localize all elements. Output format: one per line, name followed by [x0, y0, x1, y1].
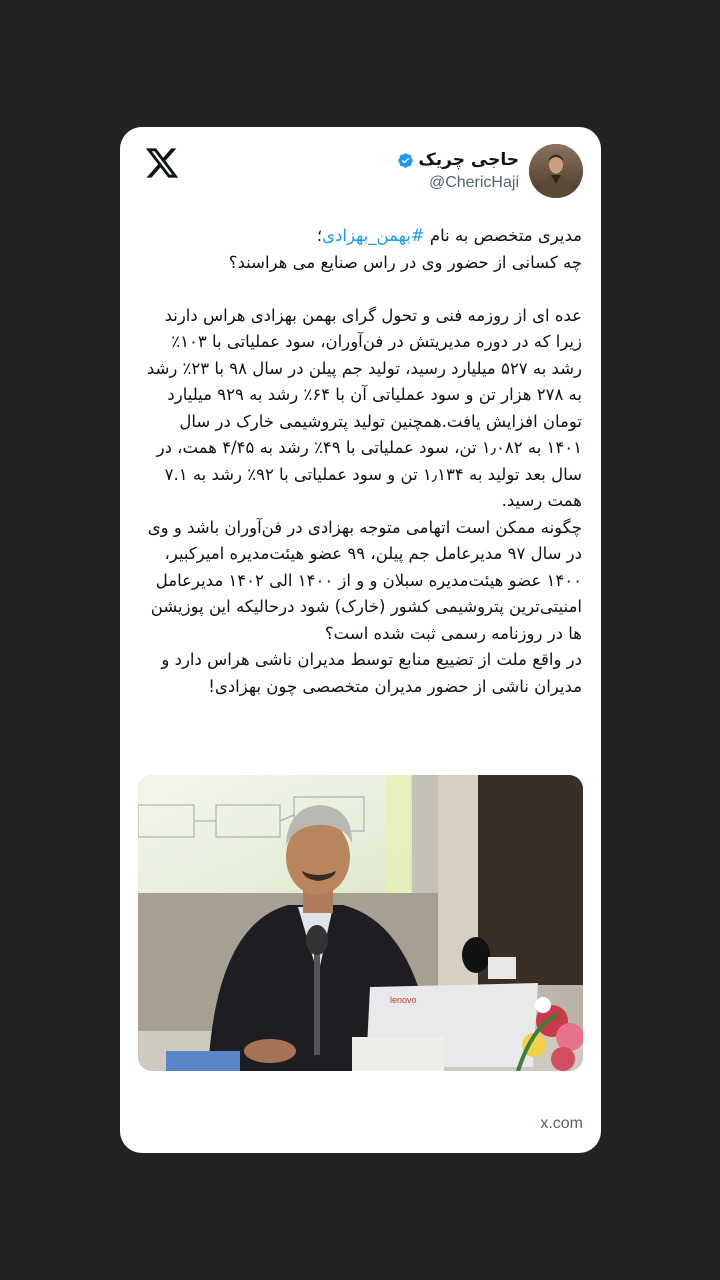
handle[interactable]: @ChericHaji — [428, 174, 519, 191]
tweet-paragraph-2: چگونه ممکن است اتهامی متوجه بهزادی در فن‌آوران باشد و وی در سال ۹۷ مدیرعامل جم پیلن، ۹۹ عضو هیئت‌مدیره امیرکبیر، ۱۴۰۰ عضو هیئت‌مدیره سبلان و و از ۱۴۰۰ الی ۱۴۰۲ مدیرعامل امنیتی‌ترین پتروشیمی کشور (خارک) شود درحالیکه این پوزیشن ها در روزنامه رسمی ثبت شده است؟ — [147, 517, 582, 643]
tweet-card[interactable] — [120, 127, 601, 1153]
tweet-text — [140, 223, 582, 700]
tweet-header — [120, 127, 601, 222]
verified-badge-icon — [397, 152, 414, 169]
tweet-media[interactable] — [138, 775, 583, 1071]
avatar[interactable] — [529, 144, 583, 198]
author[interactable] — [397, 144, 583, 198]
tweet-line-2: چه کسانی از حضور وی در راس صنایع می هراسند؟ — [228, 252, 582, 272]
paragraph-gap — [140, 276, 582, 303]
tweet-line-1 — [140, 223, 582, 250]
speaker-photo — [138, 775, 583, 1071]
laptop-logo: lenovo — [390, 995, 417, 1005]
avatar-image — [529, 144, 583, 198]
tweet-paragraph-3: در واقع ملت از تضییع منابع توسط مدیران ناشی هراس دارد و مدیران ناشی از حضور مدیران متخصصی چون بهزادی! — [161, 650, 582, 696]
source-link[interactable]: x.com — [540, 1115, 583, 1132]
tweet-line-1-start: مدیری متخصص به نام — [424, 226, 582, 245]
tweet-paragraph-1: عده ای از روزمه فنی و تحول گرای بهمن بهزادی هراس دارند زیرا که در دوره مدیریتش در فن‌آوران، سود عملیاتی با ۱۰۳٪ رشد به ۵۲۷ میلیارد رسید، تولید جم پیلن در سال ۹۸ با ۲۳٪ رشد به ۲۷۸ هزار تن و سود عملیاتی آن با ۶۴٪ رشد به ۹۲۹ میلیارد تومان افزایش یافت.همچنین تولید پتروشیمی خارک در سال ۱۴۰۱ به ۱٫۰۸۲ تن، سود عملیاتی با ۴۹٪ رشد به ۴/۴۵ همت، در سال بعد تولید به ۱٫۱۳۴ تن و سود عملیاتی با ۹۲٪ رشد به ۷.۱ همت رسید. — [146, 305, 582, 510]
x-logo-icon[interactable] — [144, 145, 180, 181]
hashtag-link[interactable]: #بهمن_بهزادی — [322, 226, 425, 245]
tweet-line-1-end: ؛ — [316, 226, 323, 245]
author-names — [397, 150, 519, 192]
display-name[interactable]: حاجی چریک — [418, 150, 519, 170]
display-name-row — [397, 150, 519, 170]
